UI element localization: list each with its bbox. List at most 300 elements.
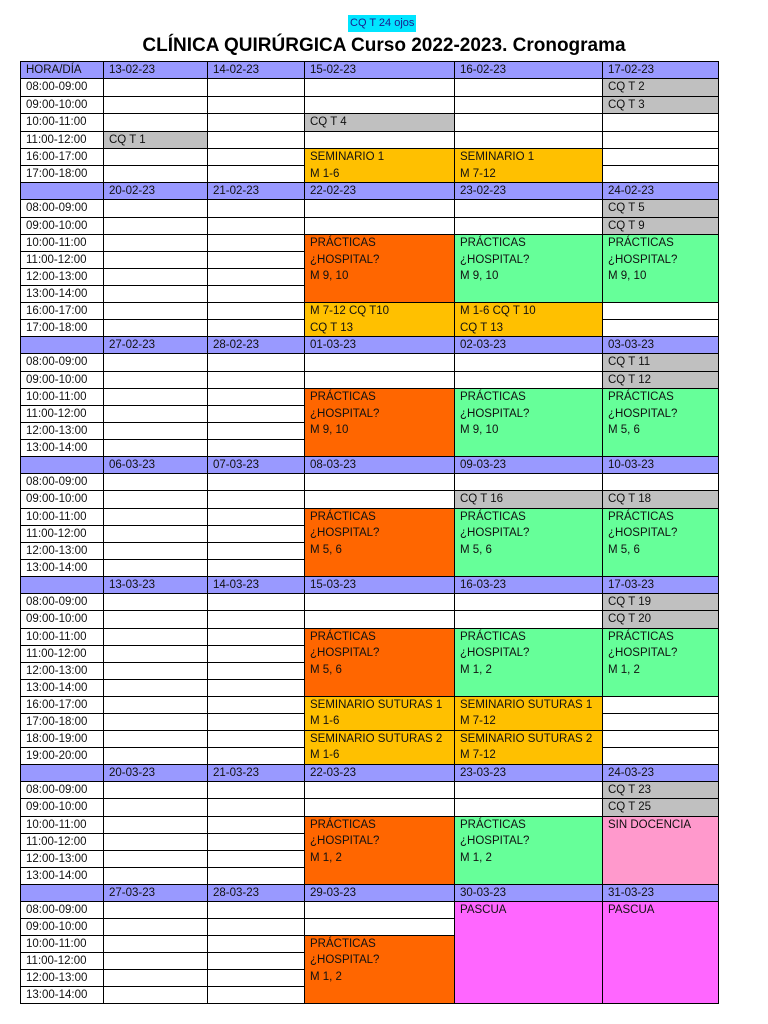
empty-cell	[104, 303, 208, 320]
empty-cell	[104, 79, 208, 97]
week-header-row	[21, 457, 719, 474]
empty-cell	[208, 952, 305, 969]
session-text: PRÁCTICAS ¿HOSPITAL? M 5, 6	[608, 510, 678, 556]
empty-cell	[208, 628, 305, 645]
empty-cell	[603, 166, 719, 183]
session-text: M 7-12 CQ T10 CQ T 13	[310, 305, 390, 334]
date-header: 13-02-23	[104, 62, 208, 79]
date-header: 15-03-23	[305, 576, 455, 593]
hour-row	[21, 799, 719, 817]
empty-cell	[305, 79, 455, 97]
session-cell	[305, 816, 455, 884]
date-header: 23-02-23	[455, 183, 603, 200]
hour-label: 17:00-18:00	[21, 166, 104, 183]
date-header: 21-02-23	[208, 183, 305, 200]
hour-label: 10:00-11:00	[21, 235, 104, 252]
empty-cell	[208, 166, 305, 183]
empty-cell	[208, 611, 305, 629]
hour-label: 08:00-09:00	[21, 354, 104, 372]
page-title: CLÍNICA QUIRÚRGICA Curso 2022-2023. Cronograma	[142, 35, 626, 56]
empty-cell	[305, 491, 455, 509]
hour-row	[21, 79, 719, 97]
empty-cell	[208, 491, 305, 509]
empty-cell	[208, 235, 305, 252]
session-text: PASCUA	[460, 903, 507, 916]
empty-cell	[208, 217, 305, 235]
hour-label: 11:00-12:00	[21, 131, 104, 149]
hour-row	[21, 593, 719, 611]
date-header: 13-03-23	[104, 576, 208, 593]
week-header-row	[21, 183, 719, 200]
session-cell	[603, 628, 719, 696]
empty-cell	[455, 593, 603, 611]
empty-cell	[104, 850, 208, 867]
session-text: CQ T 2	[608, 81, 645, 93]
hour-label: 08:00-09:00	[21, 200, 104, 218]
date-header: 22-03-23	[305, 764, 455, 781]
empty-cell	[104, 217, 208, 235]
session-cell	[305, 696, 455, 730]
hour-label: 17:00-18:00	[21, 713, 104, 730]
session-text: CQ T 4	[310, 116, 347, 128]
empty-cell	[208, 781, 305, 799]
empty-cell	[208, 354, 305, 372]
empty-cell	[104, 440, 208, 457]
hour-label: 08:00-09:00	[21, 593, 104, 611]
empty-cell	[208, 149, 305, 166]
schedule-table	[20, 61, 719, 1004]
date-header: 10-03-23	[603, 457, 719, 474]
hour-label: 09:00-10:00	[21, 799, 104, 817]
empty-cell	[305, 200, 455, 218]
hour-label: 09:00-10:00	[21, 96, 104, 114]
empty-cell	[104, 867, 208, 884]
session-text: CQ T 19	[608, 595, 652, 608]
session-text: PRÁCTICAS ¿HOSPITAL? M 9, 10	[310, 237, 380, 282]
hour-label: 12:00-13:00	[21, 423, 104, 440]
hour-label: 12:00-13:00	[21, 269, 104, 286]
empty-cell	[104, 833, 208, 850]
empty-cell	[305, 593, 455, 611]
week-header-row	[21, 62, 719, 79]
session-text: PRÁCTICAS ¿HOSPITAL? M 5, 6	[310, 630, 380, 676]
hour-row	[21, 371, 719, 389]
empty-cell	[104, 628, 208, 645]
hour-row	[21, 389, 719, 406]
hour-label: 11:00-12:00	[21, 952, 104, 969]
date-header: 02-03-23	[455, 337, 603, 354]
session-text: CQ T 11	[608, 356, 651, 368]
empty-cell	[455, 114, 603, 132]
hour-label: 08:00-09:00	[21, 901, 104, 918]
empty-cell	[208, 850, 305, 867]
hour-label: 09:00-10:00	[21, 371, 104, 389]
empty-cell	[305, 918, 455, 935]
session-cell	[603, 371, 719, 389]
empty-cell	[305, 217, 455, 235]
session-cell	[455, 491, 603, 509]
session-text: PRÁCTICAS ¿HOSPITAL? M 1, 2	[310, 818, 380, 864]
hour-label: 13:00-14:00	[21, 679, 104, 696]
session-cell	[455, 149, 603, 183]
date-header: 27-02-23	[104, 337, 208, 354]
hour-label: 13:00-14:00	[21, 559, 104, 576]
empty-cell	[455, 611, 603, 629]
empty-cell	[104, 593, 208, 611]
empty-cell	[455, 371, 603, 389]
empty-cell	[104, 286, 208, 303]
session-text: PRÁCTICAS ¿HOSPITAL? M 9, 10	[608, 237, 678, 282]
empty-cell	[104, 713, 208, 730]
empty-cell	[603, 474, 719, 491]
week-header-row	[21, 576, 719, 593]
hour-label: 09:00-10:00	[21, 217, 104, 235]
session-text: PRÁCTICAS ¿HOSPITAL? M 1, 2	[460, 630, 530, 676]
empty-cell	[104, 969, 208, 986]
session-text: CQ T 1	[109, 133, 146, 146]
empty-cell	[208, 200, 305, 218]
session-cell	[455, 730, 603, 764]
hour-label: 17:00-18:00	[21, 320, 104, 337]
empty-cell	[455, 354, 603, 372]
date-header: 29-03-23	[305, 884, 455, 901]
hour-label: 12:00-13:00	[21, 969, 104, 986]
empty-cell	[104, 525, 208, 542]
session-cell	[603, 217, 719, 235]
empty-cell	[208, 508, 305, 525]
hour-row	[21, 200, 719, 218]
hour-label: 18:00-19:00	[21, 730, 104, 747]
date-header: 01-03-23	[305, 337, 455, 354]
empty-cell	[208, 440, 305, 457]
empty-cell	[455, 781, 603, 799]
date-header: 16-03-23	[455, 576, 603, 593]
date-header: 14-02-23	[208, 62, 305, 79]
empty-cell	[104, 354, 208, 372]
empty-cell	[104, 389, 208, 406]
session-cell	[305, 508, 455, 576]
hour-label: 12:00-13:00	[21, 662, 104, 679]
date-header: 07-03-23	[208, 457, 305, 474]
session-text: PRÁCTICAS ¿HOSPITAL? M 5, 6	[310, 510, 380, 556]
empty-cell	[208, 114, 305, 132]
hour-row	[21, 149, 719, 166]
session-cell	[603, 389, 719, 457]
date-header: 14-03-23	[208, 576, 305, 593]
empty-cell	[305, 799, 455, 817]
hour-row	[21, 474, 719, 491]
empty-cell	[208, 286, 305, 303]
empty-cell	[208, 747, 305, 764]
session-text: PRÁCTICAS ¿HOSPITAL? M 1, 2	[608, 630, 678, 676]
empty-cell	[455, 79, 603, 97]
empty-cell	[603, 131, 719, 149]
empty-cell	[208, 969, 305, 986]
empty-cell	[104, 269, 208, 286]
session-cell	[603, 901, 719, 1003]
hour-label: 10:00-11:00	[21, 816, 104, 833]
hour-row	[21, 611, 719, 629]
hour-row	[21, 508, 719, 525]
session-text: CQ T 5	[608, 202, 645, 214]
empty-cell	[104, 166, 208, 183]
empty-cell	[208, 986, 305, 1003]
empty-cell	[104, 474, 208, 491]
empty-cell	[455, 96, 603, 114]
empty-cell	[104, 747, 208, 764]
empty-cell	[104, 935, 208, 952]
session-text: SEMINARIO SUTURAS 2 M 7-12	[460, 732, 593, 761]
date-header: 24-02-23	[603, 183, 719, 200]
hour-label: 09:00-10:00	[21, 491, 104, 509]
note-badge: CQ T 24 ojos	[348, 15, 416, 32]
date-header: 28-03-23	[208, 884, 305, 901]
date-header: 28-02-23	[208, 337, 305, 354]
hour-row	[21, 217, 719, 235]
hour-label: 11:00-12:00	[21, 252, 104, 269]
session-text: CQ T 12	[608, 373, 652, 386]
session-cell	[603, 491, 719, 509]
empty-cell	[104, 730, 208, 747]
hour-day-header	[21, 576, 104, 593]
session-cell	[305, 235, 455, 303]
empty-cell	[104, 816, 208, 833]
session-text: PRÁCTICAS ¿HOSPITAL? M 9, 10	[460, 391, 530, 436]
empty-cell	[603, 320, 719, 337]
session-text: PRÁCTICAS ¿HOSPITAL? M 1, 2	[460, 818, 530, 864]
date-header: 03-03-23	[603, 337, 719, 354]
empty-cell	[208, 269, 305, 286]
empty-cell	[305, 611, 455, 629]
empty-cell	[208, 713, 305, 730]
empty-cell	[104, 662, 208, 679]
hour-label: 19:00-20:00	[21, 747, 104, 764]
hour-day-header	[21, 183, 104, 200]
session-cell	[455, 235, 603, 303]
hour-row	[21, 901, 719, 918]
date-header: 16-02-23	[455, 62, 603, 79]
session-cell	[305, 730, 455, 764]
empty-cell	[104, 986, 208, 1003]
empty-cell	[208, 696, 305, 713]
empty-cell	[208, 730, 305, 747]
hour-label: 08:00-09:00	[21, 79, 104, 97]
empty-cell	[104, 320, 208, 337]
hour-label: 11:00-12:00	[21, 525, 104, 542]
hour-row	[21, 491, 719, 509]
session-cell	[305, 628, 455, 696]
session-text: CQ T 25	[608, 801, 652, 813]
session-cell	[455, 696, 603, 730]
empty-cell	[305, 96, 455, 114]
empty-cell	[104, 679, 208, 696]
hour-label: 10:00-11:00	[21, 935, 104, 952]
hour-label: 10:00-11:00	[21, 508, 104, 525]
session-cell	[305, 303, 455, 337]
hour-label: 08:00-09:00	[21, 781, 104, 799]
empty-cell	[208, 662, 305, 679]
empty-cell	[208, 542, 305, 559]
empty-cell	[305, 901, 455, 918]
empty-cell	[208, 816, 305, 833]
empty-cell	[305, 371, 455, 389]
empty-cell	[104, 799, 208, 817]
empty-cell	[208, 371, 305, 389]
session-cell	[603, 235, 719, 303]
empty-cell	[603, 303, 719, 320]
empty-cell	[305, 781, 455, 799]
empty-cell	[603, 149, 719, 166]
date-header: 27-03-23	[104, 884, 208, 901]
date-header: 09-03-23	[455, 457, 603, 474]
session-cell	[603, 781, 719, 799]
empty-cell	[208, 96, 305, 114]
week-header-row	[21, 337, 719, 354]
empty-cell	[208, 406, 305, 423]
empty-cell	[104, 901, 208, 918]
hour-label: 11:00-12:00	[21, 645, 104, 662]
hour-row	[21, 303, 719, 320]
empty-cell	[208, 918, 305, 935]
hour-day-header	[21, 457, 104, 474]
date-header: 17-03-23	[603, 576, 719, 593]
session-cell	[455, 389, 603, 457]
empty-cell	[455, 217, 603, 235]
empty-cell	[208, 935, 305, 952]
hour-label: 13:00-14:00	[21, 440, 104, 457]
session-cell	[455, 303, 603, 337]
empty-cell	[455, 131, 603, 149]
empty-cell	[603, 696, 719, 713]
empty-cell	[305, 354, 455, 372]
hour-day-header: HORA/DÍA	[21, 62, 104, 79]
hour-label: 16:00-17:00	[21, 696, 104, 713]
empty-cell	[208, 389, 305, 406]
hour-day-header	[21, 884, 104, 901]
session-text: CQ T 23	[608, 783, 652, 796]
empty-cell	[208, 320, 305, 337]
session-text: PRÁCTICAS ¿HOSPITAL? M 1, 2	[310, 937, 380, 983]
hour-label: 13:00-14:00	[21, 867, 104, 884]
date-header: 24-03-23	[603, 764, 719, 781]
empty-cell	[104, 96, 208, 114]
session-cell	[455, 816, 603, 884]
session-cell	[603, 799, 719, 817]
session-cell	[455, 901, 603, 1003]
date-header: 20-03-23	[104, 764, 208, 781]
session-cell	[305, 389, 455, 457]
empty-cell	[208, 423, 305, 440]
empty-cell	[208, 79, 305, 97]
hour-row	[21, 781, 719, 799]
date-header: 23-03-23	[455, 764, 603, 781]
session-text: PRÁCTICAS ¿HOSPITAL? M 9, 10	[310, 391, 380, 436]
date-header: 17-02-23	[603, 62, 719, 79]
empty-cell	[104, 611, 208, 629]
session-cell	[455, 628, 603, 696]
empty-cell	[104, 252, 208, 269]
session-text: SEMINARIO SUTURAS 1 M 7-12	[460, 698, 593, 727]
session-cell	[603, 508, 719, 576]
hour-row	[21, 628, 719, 645]
date-header: 08-03-23	[305, 457, 455, 474]
session-text: SEMINARIO 1 M 7-12	[460, 151, 535, 180]
hour-row	[21, 235, 719, 252]
hour-label: 16:00-17:00	[21, 149, 104, 166]
empty-cell	[208, 799, 305, 817]
empty-cell	[104, 918, 208, 935]
session-text: SIN DOCENCIA	[608, 818, 692, 831]
hour-label: 13:00-14:00	[21, 986, 104, 1003]
session-text: SEMINARIO SUTURAS 1 M 1-6	[310, 698, 443, 727]
empty-cell	[104, 200, 208, 218]
empty-cell	[104, 149, 208, 166]
week-header-row	[21, 884, 719, 901]
empty-cell	[603, 114, 719, 132]
session-text: CQ T 16	[460, 493, 504, 505]
hour-label: 11:00-12:00	[21, 833, 104, 850]
hour-row	[21, 696, 719, 713]
empty-cell	[208, 593, 305, 611]
date-header: 31-03-23	[603, 884, 719, 901]
date-header: 20-02-23	[104, 183, 208, 200]
hour-label: 16:00-17:00	[21, 303, 104, 320]
session-text: SEMINARIO SUTURAS 2 M 1-6	[310, 732, 443, 761]
hour-label: 09:00-10:00	[21, 918, 104, 935]
session-cell	[104, 131, 208, 149]
empty-cell	[455, 474, 603, 491]
session-text: CQ T 18	[608, 493, 652, 505]
empty-cell	[104, 491, 208, 509]
session-cell	[603, 611, 719, 629]
date-header: 21-03-23	[208, 764, 305, 781]
session-text: M 1-6 CQ T 10 CQ T 13	[460, 305, 536, 334]
empty-cell	[208, 867, 305, 884]
empty-cell	[104, 423, 208, 440]
empty-cell	[603, 747, 719, 764]
empty-cell	[208, 679, 305, 696]
session-cell	[603, 79, 719, 97]
empty-cell	[208, 525, 305, 542]
empty-cell	[305, 474, 455, 491]
hour-label: 11:00-12:00	[21, 406, 104, 423]
hour-row	[21, 730, 719, 747]
empty-cell	[104, 406, 208, 423]
empty-cell	[455, 799, 603, 817]
hour-row	[21, 816, 719, 833]
session-text: CQ T 20	[608, 613, 652, 625]
empty-cell	[208, 252, 305, 269]
empty-cell	[208, 901, 305, 918]
date-header: 15-02-23	[305, 62, 455, 79]
session-cell	[603, 96, 719, 114]
session-cell	[305, 149, 455, 183]
hour-day-header	[21, 764, 104, 781]
session-cell	[305, 114, 455, 132]
empty-cell	[104, 235, 208, 252]
date-header: 22-02-23	[305, 183, 455, 200]
hour-label: 10:00-11:00	[21, 114, 104, 132]
empty-cell	[208, 559, 305, 576]
hour-label: 10:00-11:00	[21, 389, 104, 406]
hour-label: 13:00-14:00	[21, 286, 104, 303]
hour-label: 12:00-13:00	[21, 850, 104, 867]
hour-label: 12:00-13:00	[21, 542, 104, 559]
session-cell	[603, 354, 719, 372]
session-cell	[305, 935, 455, 1003]
hour-label: 09:00-10:00	[21, 611, 104, 629]
empty-cell	[208, 303, 305, 320]
